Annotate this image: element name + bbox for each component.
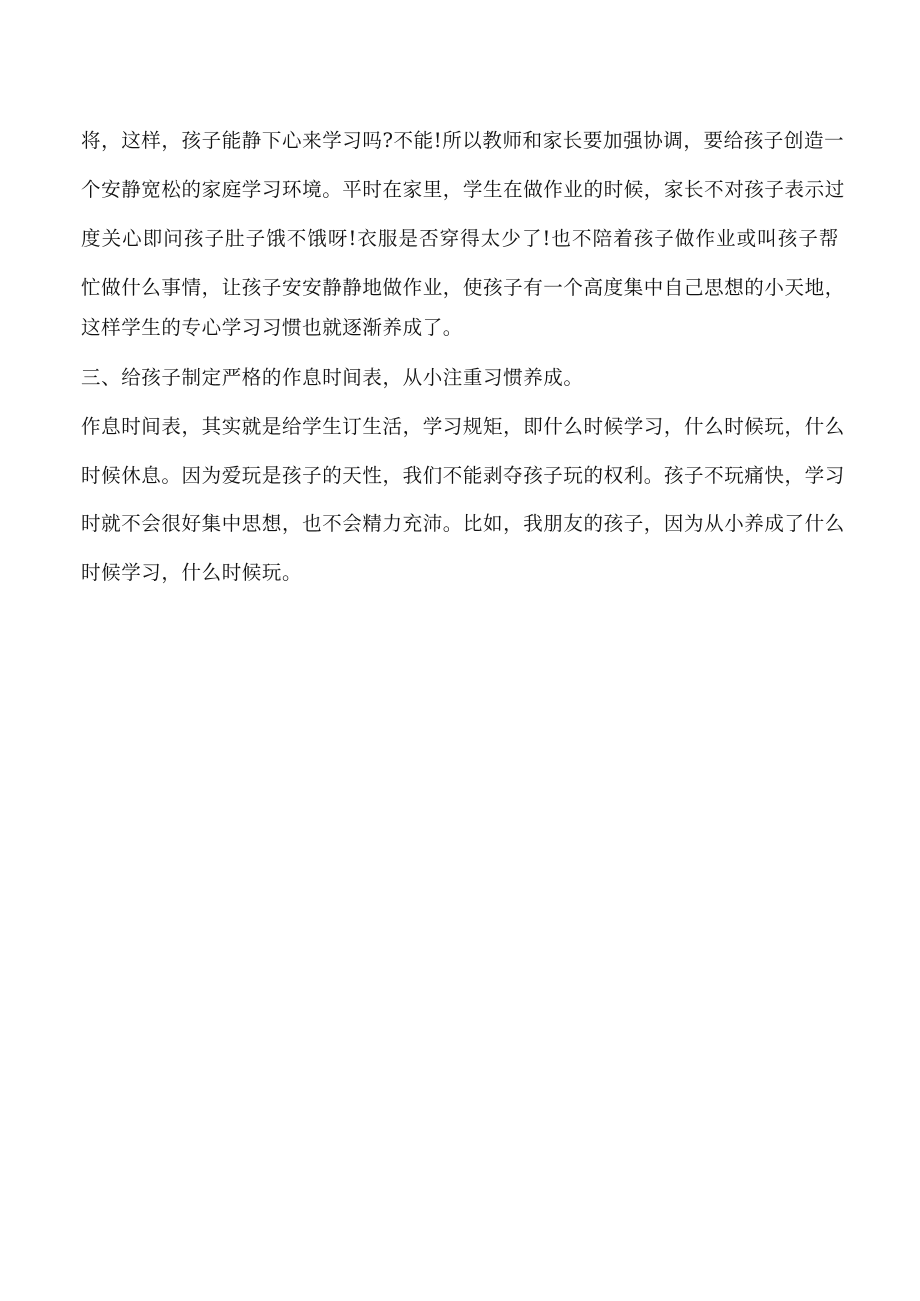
paragraph-1-line-1: 将，这样，孩子能静下心来学习吗?不能!所以教师和家长要加强协调，要给孩子创造一 [81,129,845,152]
paragraph-2-line-1: 作息时间表，其实就是给学生订生活，学习规矩，即什么时候学习，什么时候玩，什么 [81,415,845,438]
paragraph-1-line-5: 这样学生的专心学习习惯也就逐渐养成了。 [81,316,463,339]
section-heading-3: 三、给孩子制定严格的作息时间表，从小注重习惯养成。 [81,366,584,389]
paragraph-2-line-2: 时候休息。因为爱玩是孩子的天性，我们不能剥夺孩子玩的权利。孩子不玩痛快，学习 [81,464,845,487]
paragraph-2-line-4: 时候学习，什么时候玩。 [81,561,303,584]
paragraph-1-line-3: 度关心即问孩子肚子饿不饿呀!衣服是否穿得太少了!也不陪着孩子做作业或叫孩子帮 [81,227,839,250]
paragraph-1-line-2: 个安静宽松的家庭学习环境。平时在家里，学生在做作业的时候，家长不对孩子表示过 [81,178,845,201]
paragraph-1-line-4: 忙做什么事情，让孩子安安静静地做作业，使孩子有一个高度集中自己思想的小天地， [81,276,845,299]
paragraph-2-line-3: 时就不会很好集中思想，也不会精力充沛。比如，我朋友的孩子，因为从小养成了什么 [81,512,845,535]
